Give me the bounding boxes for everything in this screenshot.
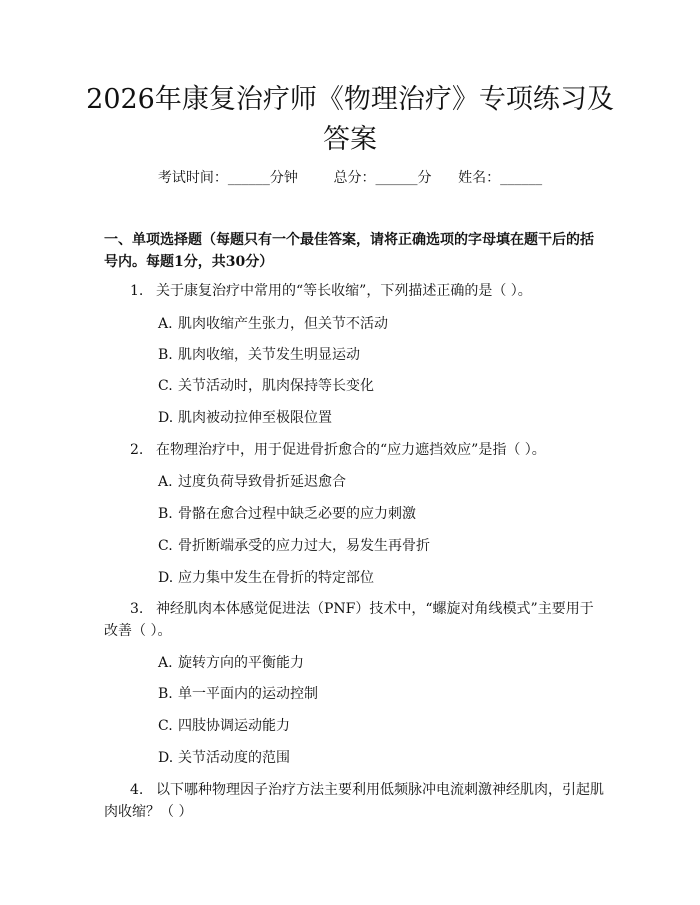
option-2d bbox=[158, 567, 598, 589]
option-3d bbox=[158, 747, 598, 769]
option-2b bbox=[158, 503, 598, 525]
option-1d bbox=[158, 407, 598, 429]
option-letter: C. bbox=[158, 378, 173, 394]
option-text: 骨折断端承受的应力过大，易发生再骨折 bbox=[178, 538, 430, 554]
option-text: 肌肉收缩，关节发生明显运动 bbox=[178, 347, 360, 363]
question-text: 关于康复治疗中常用的“等长收缩”，下列描述正确的是（ ）。 bbox=[156, 283, 532, 299]
question-text: 在物理治疗中，用于促进骨折愈合的“应力遮挡效应”是指（ ）。 bbox=[156, 442, 546, 458]
question-number: 2. bbox=[130, 442, 144, 458]
option-text: 关节活动度的范围 bbox=[178, 750, 290, 766]
option-text: 四肢协调运动能力 bbox=[178, 718, 290, 734]
option-text: 肌肉收缩产生张力，但关节不活动 bbox=[178, 316, 388, 332]
section-heading: 一、单项选择题（每题只有一个最佳答案，请将正确选项的字母填在题干后的括号内。每题1分，共30分） bbox=[104, 232, 594, 270]
exam-meta bbox=[0, 168, 700, 188]
option-letter: C. bbox=[158, 718, 173, 734]
option-text: 骨骼在愈合过程中缺乏必要的应力刺激 bbox=[178, 506, 416, 522]
question-number: 4. bbox=[130, 782, 144, 798]
option-letter: B. bbox=[158, 347, 173, 363]
option-text: 单一平面内的运动控制 bbox=[178, 686, 318, 702]
option-letter: A. bbox=[158, 655, 173, 671]
question-1 bbox=[104, 280, 604, 302]
student-name: 姓名：______ bbox=[458, 170, 543, 186]
option-text: 旋转方向的平衡能力 bbox=[178, 655, 304, 671]
option-letter: D. bbox=[158, 750, 174, 766]
question-3 bbox=[104, 598, 604, 642]
question-2 bbox=[104, 439, 604, 461]
option-letter: A. bbox=[158, 474, 173, 490]
exam-time: 考试时间：______分钟 bbox=[157, 170, 298, 186]
option-letter: D. bbox=[158, 570, 174, 586]
question-number: 3. bbox=[130, 601, 144, 617]
option-2c bbox=[158, 535, 598, 557]
option-1a bbox=[158, 313, 598, 335]
option-1c bbox=[158, 375, 598, 397]
option-letter: D. bbox=[158, 410, 174, 426]
option-text: 关节活动时，肌肉保持等长变化 bbox=[178, 378, 374, 394]
option-3b bbox=[158, 683, 598, 705]
question-number: 1. bbox=[130, 283, 144, 299]
question-text: 神经肌肉本体感觉促进法（PNF）技术中，“螺旋对角线模式”主要用于改善（ ）。 bbox=[104, 601, 594, 639]
option-letter: B. bbox=[158, 686, 173, 702]
question-4 bbox=[104, 779, 604, 823]
option-letter: B. bbox=[158, 506, 173, 522]
option-2a bbox=[158, 471, 598, 493]
question-text: 以下哪种物理因子治疗方法主要利用低频脉冲电流刺激神经肌肉，引起肌肉收缩？（ ） bbox=[104, 782, 604, 820]
option-3c bbox=[158, 715, 598, 737]
option-text: 应力集中发生在骨折的特定部位 bbox=[178, 570, 374, 586]
page-title: 2026年康复治疗师《物理治疗》专项练习及答案 bbox=[86, 84, 614, 155]
option-text: 过度负荷导致骨折延迟愈合 bbox=[178, 474, 346, 490]
option-1b bbox=[158, 344, 598, 366]
option-letter: C. bbox=[158, 538, 173, 554]
total-score: 总分：______分 bbox=[333, 170, 432, 186]
option-3a bbox=[158, 652, 598, 674]
option-text: 肌肉被动拉伸至极限位置 bbox=[178, 410, 332, 426]
option-letter: A. bbox=[158, 316, 173, 332]
